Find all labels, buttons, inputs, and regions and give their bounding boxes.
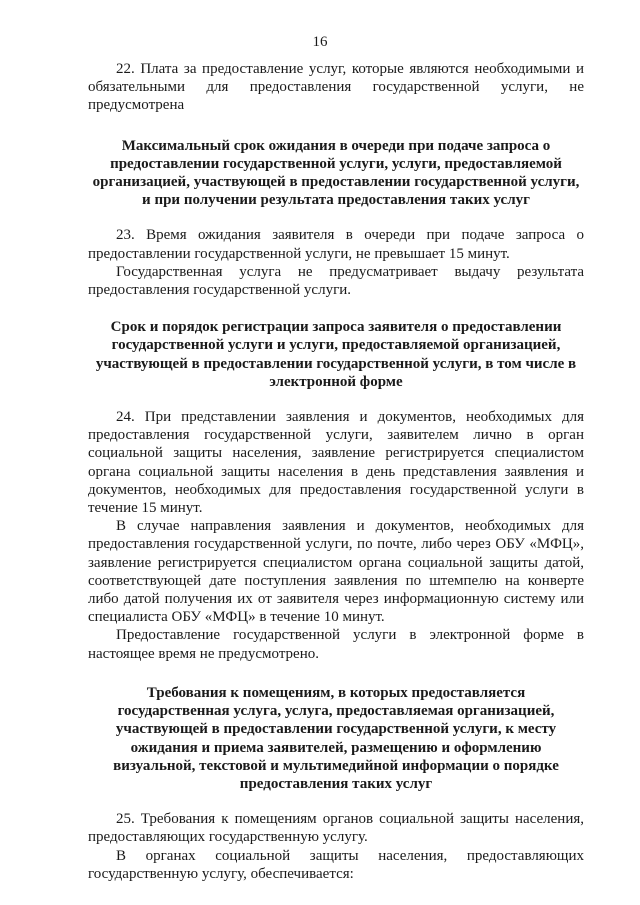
paragraph-23: 23. Время ожидания заявителя в очереди при подаче запроса о предоставлении государственной услуги, не превышает 15 минут.	[88, 227, 584, 262]
section-heading-queue-wait: Максимальный срок ожидания в очереди при подаче запроса о предоставлении государственной услуги, услуги, предоставляемой организацией, участвующей в предоставлении государственной услуги, и при получении результата предоставления таких услуг	[92, 137, 580, 209]
page-number: 16	[312, 34, 328, 50]
page-content	[88, 60, 584, 883]
paragraph-24-electronic: Предоставление государственной услуги в электронной форме в настоящее время не предусмотрено.	[88, 627, 584, 662]
paragraph-24-mail: В случае направления заявления и документов, необходимых для предоставления государственной услуги, по почте, либо через ОБУ «МФЦ», заявление регистрируется специалистом органа социальной защиты датой, соответствующей дате поступления заявления по штемпелю на конверте либо датой получения их от заявителя через информационную систему или специалиста ОБУ «МФЦ» в течение 10 минут.	[88, 518, 584, 626]
section-heading-premises: Требования к помещениям, в которых предоставляется государственная услуга, услуга, предоставляемая организацией, участвующей в предоставлении государственной услуги, к месту ожидания и приема заявителей, размещению и оформлению визуальной, текстовой и мультимедийной информации о порядке предоставления таких услуг	[113, 684, 559, 792]
paragraph-23-result: Государственная услуга не предусматривает выдачу результата предоставления государственной услуги.	[88, 263, 584, 299]
paragraph-25-provided: В органах социальной защиты населения, предоставляющих государственную услугу, обеспечивается:	[88, 847, 584, 882]
paragraph-24: 24. При представлении заявления и документов, необходимых для предоставления государственной услуги, заявителем лично в орган социальной защиты населения, заявление регистрируется специалистом органа социальной защиты населения в день представления заявления и документов, необходимых для предоставления государственной услуги в течение 15 минут.	[88, 409, 584, 517]
paragraph-22: 22. Плата за предоставление услуг, которые являются необходимыми и обязательными для предоставления государственной услуги, не предусмотрена	[88, 61, 584, 114]
paragraph-25: 25. Требования к помещениям органов социальной защиты населения, предоставляющих государственную услугу.	[88, 811, 584, 846]
section-heading-registration: Срок и порядок регистрации запроса заявителя о предоставлении государственной услуги и услуги, предоставляемой организацией, участвующей в предоставлении государственной услуги, в том числе в электронной форме	[95, 319, 577, 390]
